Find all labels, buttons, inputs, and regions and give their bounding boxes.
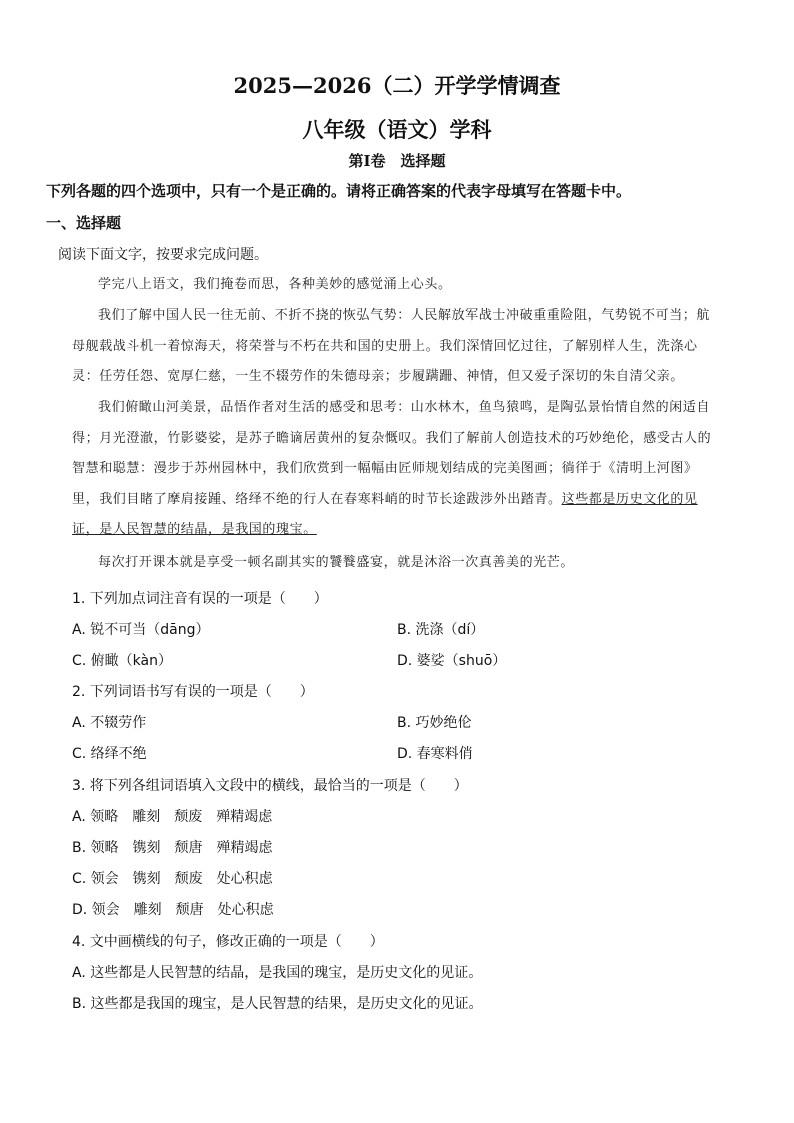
question-3-option-c[interactable]: C. 领会 镌刻 颓废 处心积虑 [72,871,273,887]
section-heading: 一、选择题 [46,214,122,232]
question-4-stem: 4. 文中画横线的句子，修改正确的一项是（ ） [72,934,384,950]
question-1-option-a[interactable]: A. 锐不可当（dāng） [72,622,210,638]
question-2-option-d[interactable]: D. 春寒料俏 [397,746,473,762]
volume-heading: 第Ⅰ卷 选择题 [348,152,446,170]
question-1-option-d[interactable]: D. 婆娑（shuō） [397,653,507,669]
question-4-option-a[interactable]: A. 这些都是人民智慧的结晶，是我国的瑰宝，是历史文化的见证。 [72,965,483,981]
underlined-sentence: 这些都是历史文化的见证，是人民智慧的结晶，是我国的瑰宝。 [72,491,698,537]
page-title: 2025—2026（二）开学学情调查 [233,73,561,98]
passage-paragraph-3-text: 我们俯瞰山河美景，品悟作者对生活的感受和思考：山水林木，鱼鸟猿鸣，是陶弘景怡情自然的闲适自得；月光澄澈，竹影婆娑，是苏子瞻谪居黄州的复杂慨叹。我们了解前人创造技术的巧妙绝伦，感受古人的智慧和聪慧：漫步于苏州园林中，我们欣赏到一幅幅由匠师规划结成的完美图画；徜徉于《清明上河图》里，我们目睹了摩肩接踵、络绎不绝的行人在春寒料峭的时节长途跋涉外出踏青。 [72,400,712,507]
question-2-option-a[interactable]: A. 不辍劳作 [72,715,147,731]
question-1-option-b[interactable]: B. 洗涤（dí） [397,622,485,638]
question-4-option-b[interactable]: B. 这些都是我国的瑰宝，是人民智慧的结果，是历史文化的见证。 [72,996,483,1012]
passage-lead: 阅读下面文字，按要求完成问题。 [58,247,268,263]
passage-paragraph-4: 每次打开课本就是享受一顿名副其实的饕餮盛宴，就是沐浴一次真善美的光芒。 [98,555,575,570]
question-3-option-a[interactable]: A. 领略 雕刻 颓废 殚精竭虑 [72,809,273,825]
passage-paragraph-2: 我们了解中国人民一往无前、不折不挠的恢弘气势：人民解放军战士冲破重重险阻，气势锐不可当；航母舰载战斗机一着惊海天，将荣誉与不朽在共和国的史册上。我们深情回忆过往，了解别样人生，洗涤心灵：任劳任怨、宽厚仁慈，一生不辍劳作的朱德母亲；步履蹒跚、神情，但又爱子深切的朱自清父亲。 [72,308,711,384]
question-2-option-c[interactable]: C. 络绎不绝 [72,746,147,762]
instructions: 下列各题的四个选项中，只有一个是正确的。请将正确答案的代表字母填写在答题卡中。 [46,182,632,200]
question-2-stem: 2. 下列词语书写有误的一项是（ ） [72,684,314,700]
page-subtitle: 八年级（语文）学科 [302,117,492,142]
passage-paragraph-1: 学完八上语文，我们掩卷而思，各种美妙的感觉涌上心头。 [98,277,452,292]
question-2-option-b[interactable]: B. 巧妙绝伦 [397,715,472,731]
question-3-option-d[interactable]: D. 领会 雕刻 颓唐 处心积虑 [72,902,274,918]
question-3-option-b[interactable]: B. 领略 镌刻 颓唐 殚精竭虑 [72,840,273,856]
question-1-option-c[interactable]: C. 俯瞰（kàn） [72,653,172,669]
passage-paragraph-3 [72,393,722,546]
question-1-stem: 1. 下列加点词注音有误的一项是（ ） [72,591,328,607]
question-3-stem: 3. 将下列各组词语填入文段中的横线，最恰当的一项是（ ） [72,778,468,794]
